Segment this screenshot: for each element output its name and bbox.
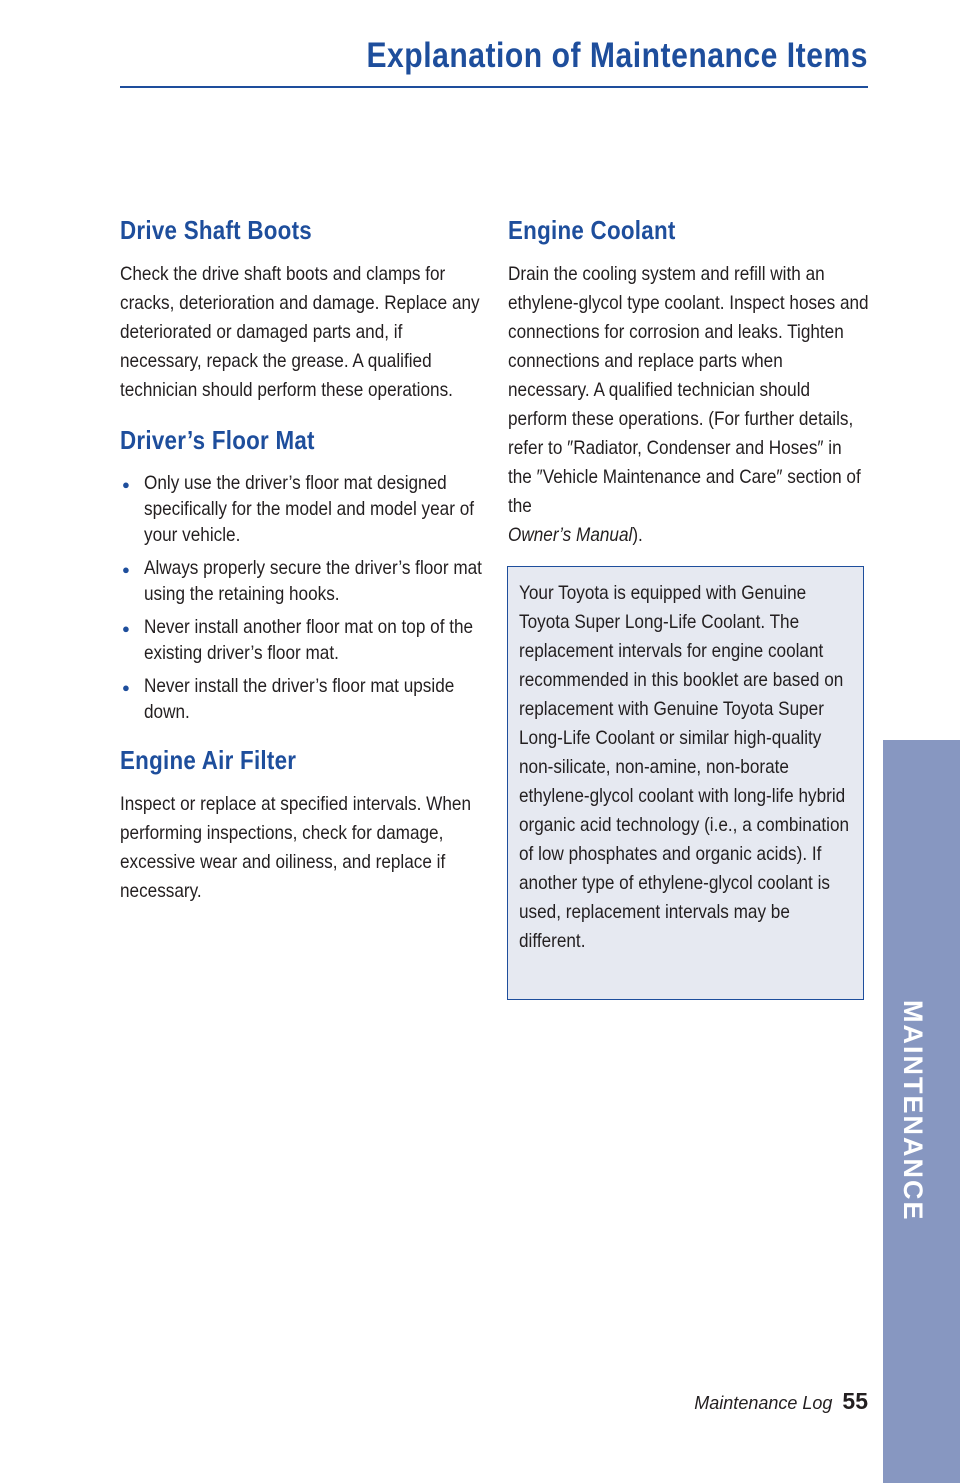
callout-text: Your Toyota is equipped with Genuine Toyota Super Long-Life Coolant. The replacement intervals for engine coolant recommended in this booklet are based on replacement with Genuine Toyota Super Long-Life Coolant or similar high-quality non-silicate, non-amine, non-borate ethylene-glycol coolant with long-life hybrid organic acid technology (i.e., a combination of low phosphates and organic acids). If another type of ethylene-glycol coolant is used, replacement intervals may be different. — [519, 582, 850, 952]
section-paragraph: Inspect or replace at specified intervals. When performing inspections, check for damage, excessive wear and oiliness, and replace if necessary. — [120, 793, 472, 902]
section-paragraph: Check the drive shaft boots and clamps for cracks, deterioration and damage. Replace any deteriorated or damaged parts and, if necessary, repack the grease. A qualified technician should perform these operations. — [120, 263, 480, 401]
list-item-text: Always properly secure the driver’s floor mat using the retaining hooks. — [144, 557, 482, 605]
bullet-icon: ● — [122, 477, 130, 492]
section-heading: Engine Air Filter — [120, 745, 297, 775]
bullet-icon: ● — [122, 621, 130, 636]
list-item-text: Only use the driver’s floor mat designed specifically for the model and model year of your vehicle. — [144, 472, 475, 546]
page-footer — [694, 1388, 868, 1415]
page-number: 55 — [842, 1388, 868, 1414]
list-item — [120, 614, 485, 666]
list-item-text: Never install another floor mat on top of the existing driver’s floor mat. — [144, 616, 474, 664]
owners-manual-reference: Owner’s Manual — [508, 524, 633, 546]
right-column — [508, 215, 868, 570]
list-item — [120, 555, 485, 607]
coolant-paragraph-text: Drain the cooling system and refill with an ethylene-glycol type coolant. Inspect hoses and connections for corrosion and leaks. Tighten connections and replace parts when necessary. A qualified technician should perform these operations. (For further details, refer to ″Radiator, Condenser and Hoses″ in the ″Vehicle Maintenance and Care″ section of the — [508, 263, 869, 517]
bullet-icon: ● — [122, 562, 130, 577]
section-drivers-floor-mat — [120, 425, 485, 725]
bullet-list — [120, 470, 485, 725]
list-item-text: Never install the driver’s floor mat upside down. — [144, 675, 455, 723]
bullet-icon: ● — [122, 680, 130, 695]
section-drive-shaft-boots — [120, 215, 485, 405]
section-paragraph — [508, 260, 869, 550]
section-engine-coolant — [508, 215, 868, 550]
section-heading: Driver’s Floor Mat — [120, 425, 315, 455]
section-engine-air-filter — [120, 745, 485, 906]
list-item — [120, 673, 485, 725]
section-heading: Engine Coolant — [508, 215, 676, 245]
paragraph-closing: ). — [632, 524, 643, 546]
section-heading: Drive Shaft Boots — [120, 215, 312, 245]
side-tab-label: MAINTENANCE — [898, 1000, 928, 1222]
coolant-callout-box — [507, 566, 864, 1000]
left-column — [120, 215, 485, 926]
title-rule — [120, 86, 868, 88]
list-item — [120, 470, 485, 548]
page-title: Explanation of Maintenance Items — [366, 36, 868, 75]
footer-label: Maintenance Log — [694, 1393, 833, 1413]
